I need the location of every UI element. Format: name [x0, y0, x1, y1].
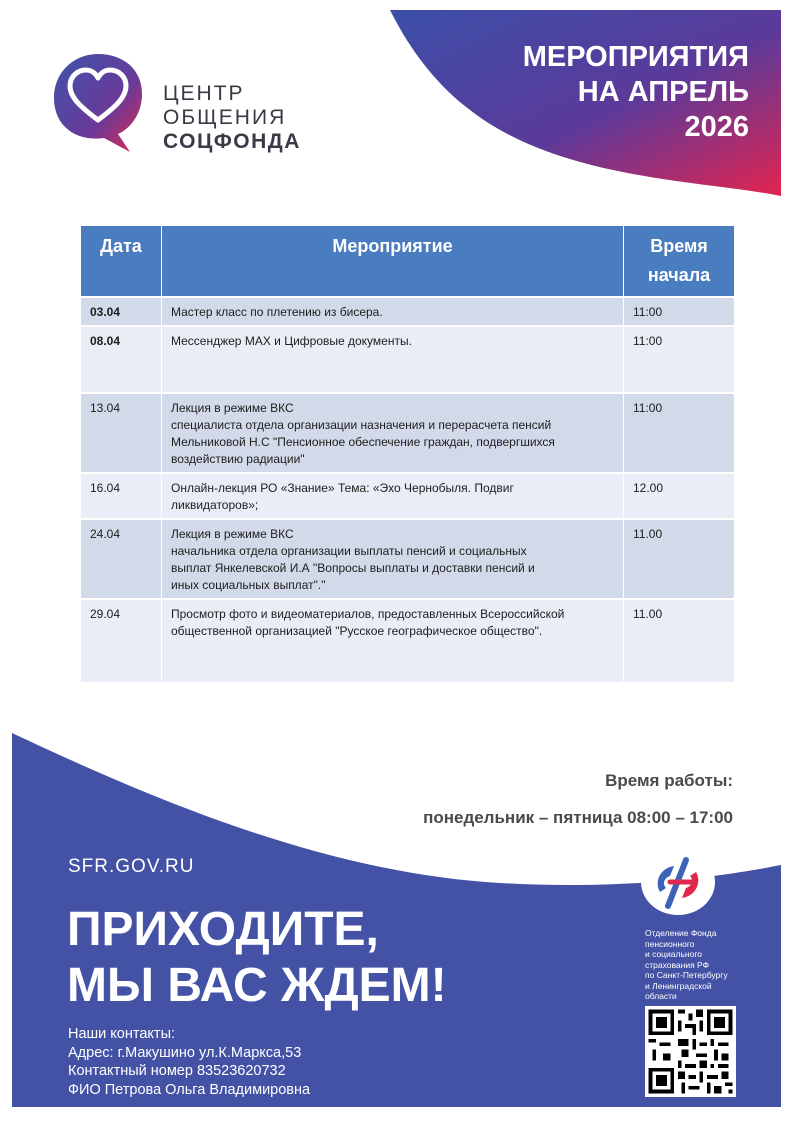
caption-line: пенсионного — [645, 938, 695, 949]
sfr-logo-icon — [640, 848, 716, 916]
event-description-line: специалиста отдела организации назначения и перерасчета пенсий — [171, 418, 552, 432]
table-row — [81, 297, 734, 326]
event-date: 24.04 — [81, 519, 162, 599]
caption-line: Отделение Фонда — [645, 928, 717, 938]
event-description-line: Мессенджер МАХ и Цифровые документы. — [171, 334, 412, 348]
contacts-person: ФИО Петрова Ольга Владимировна — [68, 1081, 311, 1098]
logo-line-3: СОЦФОНДА — [163, 130, 301, 153]
event-description — [162, 599, 624, 683]
organization-caption — [645, 928, 745, 1002]
column-header-date: Дата — [81, 226, 162, 297]
event-time: 11.00 — [624, 599, 735, 683]
event-description — [162, 519, 624, 599]
event-description-line: Просмотр фото и видеоматериалов, предоставленных Всероссийской — [171, 607, 565, 621]
logo-line-1: ЦЕНТР — [163, 82, 245, 105]
event-date: 29.04 — [81, 599, 162, 683]
qr-code-icon — [645, 1006, 736, 1097]
title-line-1: МЕРОПРИЯТИЯ — [522, 41, 749, 73]
table-row — [81, 599, 734, 683]
events-table — [81, 226, 734, 684]
contacts-block — [68, 1025, 310, 1099]
event-date: 13.04 — [81, 393, 162, 473]
event-description — [162, 473, 624, 519]
column-header-event: Мероприятие — [162, 226, 624, 297]
table-row — [81, 326, 734, 393]
event-description — [162, 326, 624, 393]
event-description-line: Мастер класс по плетению из бисера. — [171, 305, 383, 319]
event-description-line: Лекция в режиме ВКС — [171, 527, 294, 541]
title-line-3: 2026 — [684, 111, 749, 143]
caption-line: области — [645, 991, 677, 1001]
table-row — [81, 473, 734, 519]
logo-line-2: ОБЩЕНИЯ — [163, 106, 287, 129]
event-description — [162, 393, 624, 473]
event-date: 08.04 — [81, 326, 162, 393]
event-description-line: выплат Янкелевской И.А "Вопросы выплаты и доставки пенсий и — [171, 561, 535, 575]
event-description — [162, 297, 624, 326]
contacts-title: Наши контакты: — [68, 1026, 176, 1042]
table-row — [81, 393, 734, 473]
event-date: 16.04 — [81, 473, 162, 519]
working-hours — [423, 762, 733, 836]
event-date: 03.04 — [81, 297, 162, 326]
event-time: 11.00 — [624, 519, 735, 599]
caption-line: по Санкт-Петербургу — [645, 970, 728, 980]
event-time: 11:00 — [624, 326, 735, 393]
column-header-time — [624, 226, 735, 297]
page-title — [523, 40, 749, 145]
event-description-line: общественной организацией "Русское географическое общество". — [171, 624, 543, 638]
event-description-line: Лекция в режиме ВКС — [171, 401, 294, 415]
event-description-line: Мельниковой Н.С "Пенсионное обеспечение граждан, подвергшихся — [171, 435, 555, 449]
heart-logo-icon — [52, 50, 144, 154]
event-time: 11:00 — [624, 297, 735, 326]
slogan — [67, 902, 447, 1014]
caption-line: и социального — [645, 949, 702, 959]
contacts-address: Адрес: г.Макушино ул.К.Маркса,53 — [68, 1044, 302, 1061]
slogan-line-1: ПРИХОДИТЕ, — [67, 903, 379, 956]
slogan-line-2: МЫ ВАС ЖДЕМ! — [67, 959, 447, 1012]
logo-wordmark — [163, 82, 301, 154]
event-description-line: воздействию радиации" — [171, 452, 305, 466]
website-link[interactable]: SFR.GOV.RU — [68, 856, 195, 877]
event-time: 12.00 — [624, 473, 735, 519]
event-description-line: начальника отдела организации выплаты пенсий и социальных — [171, 544, 527, 558]
caption-line: страхования РФ — [645, 959, 710, 970]
column-header-time-line-1: Время — [650, 236, 708, 256]
caption-line: и Ленинградской — [645, 980, 712, 991]
table-header-row — [81, 226, 734, 297]
contacts-phone: Контактный номер 83523620732 — [68, 1063, 286, 1079]
title-line-2: НА АПРЕЛЬ — [577, 76, 749, 108]
event-description-line: Онлайн-лекция РО «Знание» Тема: «Эхо Чернобыля. Подвиг — [171, 481, 514, 495]
event-description-line: иных социальных выплат"." — [171, 578, 326, 592]
event-time: 11:00 — [624, 393, 735, 473]
working-hours-label: Время работы: — [605, 771, 733, 790]
table-row — [81, 519, 734, 599]
column-header-time-line-2: начала — [647, 265, 711, 285]
working-hours-value: понедельник – пятница 08:00 – 17:00 — [423, 808, 733, 827]
event-description-line: ликвидаторов»; — [171, 498, 259, 512]
